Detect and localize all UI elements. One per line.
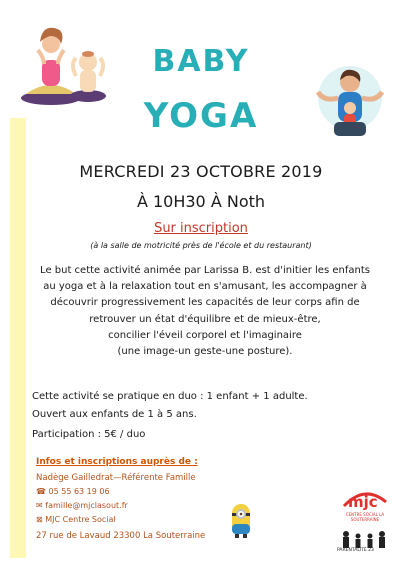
price-info: Participation : 5€ / duo <box>32 429 146 440</box>
contact-person: Nadège Gailledrat—Référente Famille <box>36 473 196 483</box>
title-baby: BABY <box>152 44 250 79</box>
event-time-place: À 10H30 À Noth <box>136 192 266 211</box>
contact-phone: ☎ 05 55 63 19 06 <box>36 487 110 496</box>
mjc-logo: mjc <box>348 493 378 511</box>
age-info: Ouvert aux enfants de 1 à 5 ans. <box>32 409 197 420</box>
decorative-stripe <box>10 118 26 558</box>
contact-org: ⊠ MJC Centre Social <box>36 515 116 524</box>
description-line: (une image-un geste-une posture). <box>117 346 293 358</box>
registration-notice: Sur inscription <box>154 221 248 236</box>
family-icon <box>338 530 390 548</box>
parentalite-label: PARENTALITÉ 23 <box>337 548 374 553</box>
description-line: au yoga et à la relaxation tout en s'amusant, les accompagner à <box>43 281 367 293</box>
mjc-logo-subtitle: CENTRE SOCIAL LA SOUTERRAINE <box>345 512 385 522</box>
description-line: concilier l'éveil corporel et l'imaginaire <box>108 329 302 341</box>
description-line: retrouver un état d'équilibre et de mieux-être, <box>89 313 321 325</box>
event-date: MERCREDI 23 OCTOBRE 2019 <box>79 162 323 181</box>
description-line: découvrir progressivement les capacités de leur corps afin de <box>50 297 360 309</box>
description <box>30 263 380 360</box>
description-line: Le but cette activité animée par Larissa B. est d'initier les enfants <box>40 265 370 276</box>
contact-address: 27 rue de Lavaud 23300 La Souterraine <box>36 531 206 541</box>
minion-illustration <box>226 500 256 540</box>
title-yoga: YOGA <box>143 96 259 136</box>
contact-heading: Infos et inscriptions auprès de : <box>36 457 198 467</box>
duo-info: Cette activité se pratique en duo : 1 enfant + 1 adulte. <box>32 391 308 402</box>
location-note: (à la salle de motricité près de l'école et du restaurant) <box>90 241 312 250</box>
contact-email[interactable]: ✉ famille@mjclasout.fr <box>36 501 128 510</box>
